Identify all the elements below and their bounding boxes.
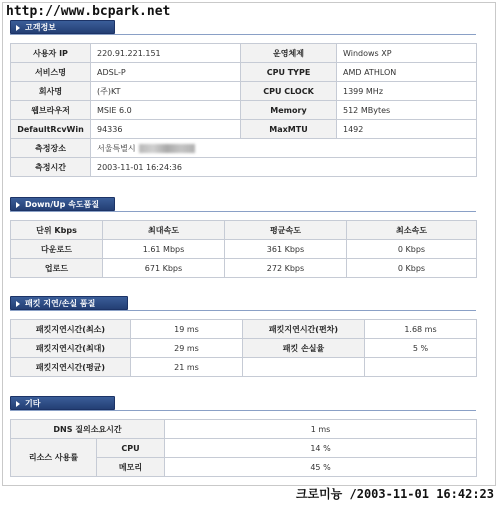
empty-cell xyxy=(243,358,365,377)
time-value: 2003-11-01 16:24:36 xyxy=(91,158,477,177)
delay-dev-label: 패킷지연시간(편차) xyxy=(243,320,365,339)
cpu-type-label: CPU TYPE xyxy=(241,63,337,82)
service-label: 서비스명 xyxy=(11,63,91,82)
download-min: 0 Kbps xyxy=(347,240,477,259)
service-value: ADSL-P xyxy=(91,63,241,82)
arrow-bullet-icon xyxy=(16,202,20,208)
delay-avg-value: 21 ms xyxy=(131,358,243,377)
cpu-label: CPU xyxy=(97,439,165,458)
packet-header xyxy=(10,296,128,310)
delay-min-label: 패킷지연시간(최소) xyxy=(11,320,131,339)
table-row xyxy=(11,240,477,259)
redacted-blur xyxy=(139,144,195,153)
table-row xyxy=(11,358,477,377)
customer-info-table xyxy=(10,43,477,177)
delay-dev-value: 1.68 ms xyxy=(365,320,477,339)
resource-label: 리소스 사용률 xyxy=(11,439,97,477)
upload-avg: 272 Kbps xyxy=(225,259,347,278)
dns-label: DNS 질의소요시간 xyxy=(11,420,165,439)
section-divider xyxy=(10,211,476,212)
table-row xyxy=(11,420,477,439)
delay-min-value: 19 ms xyxy=(131,320,243,339)
delay-avg-label: 패킷지연시간(평균) xyxy=(11,358,131,377)
packet-loss-value: 5 % xyxy=(365,339,477,358)
browser-value: MSIE 6.0 xyxy=(91,101,241,120)
col-unit: 단위 Kbps xyxy=(11,221,103,240)
speed-section xyxy=(10,197,476,278)
company-label: 회사명 xyxy=(11,82,91,101)
packet-title: 패킷 지연/손실 품질 xyxy=(25,299,96,308)
delay-max-label: 패킷지연시간(최대) xyxy=(11,339,131,358)
speed-header xyxy=(10,197,115,211)
maxmtu-label: MaxMTU xyxy=(241,120,337,139)
watermark-url: http://www.bcpark.net xyxy=(6,4,171,19)
table-row xyxy=(11,120,477,139)
packet-section xyxy=(10,296,476,377)
etc-header xyxy=(10,396,115,410)
dns-value: 1 ms xyxy=(165,420,477,439)
customer-info-section xyxy=(10,20,476,177)
table-row xyxy=(11,339,477,358)
table-row xyxy=(11,44,477,63)
etc-section xyxy=(10,396,476,477)
table-row xyxy=(11,63,477,82)
upload-max: 671 Kbps xyxy=(103,259,225,278)
memory-value: 512 MBytes xyxy=(337,101,477,120)
customer-info-title: 고객정보 xyxy=(25,23,56,32)
cpu-clock-label: CPU CLOCK xyxy=(241,82,337,101)
col-avg: 평균속도 xyxy=(225,221,347,240)
mem-value: 45 % xyxy=(165,458,477,477)
mem-label: 메모리 xyxy=(97,458,165,477)
time-label: 측정시간 xyxy=(11,158,91,177)
col-min: 최소속도 xyxy=(347,221,477,240)
rcvwin-label: DefaultRcvWin xyxy=(11,120,91,139)
download-label: 다운로드 xyxy=(11,240,103,259)
section-divider xyxy=(10,310,476,311)
table-row xyxy=(11,139,477,158)
memory-label: Memory xyxy=(241,101,337,120)
os-value: Windows XP xyxy=(337,44,477,63)
arrow-bullet-icon xyxy=(16,25,20,31)
section-divider xyxy=(10,410,476,411)
speed-title: Down/Up 속도품질 xyxy=(25,200,100,209)
table-row xyxy=(11,320,477,339)
location-label: 측정장소 xyxy=(11,139,91,158)
table-row xyxy=(11,101,477,120)
location-text: 서울특별시 xyxy=(97,143,136,153)
browser-label: 웹브라우저 xyxy=(11,101,91,120)
upload-min: 0 Kbps xyxy=(347,259,477,278)
empty-cell xyxy=(365,358,477,377)
os-label: 운영체제 xyxy=(241,44,337,63)
download-avg: 361 Kbps xyxy=(225,240,347,259)
col-max: 최대속도 xyxy=(103,221,225,240)
capture-stamp: 크로미늉 /2003-11-01 16:42:23 xyxy=(295,487,494,501)
maxmtu-value: 1492 xyxy=(337,120,477,139)
user-ip-label: 사용자 IP xyxy=(11,44,91,63)
cpu-clock-value: 1399 MHz xyxy=(337,82,477,101)
cpu-value: 14 % xyxy=(165,439,477,458)
download-max: 1.61 Mbps xyxy=(103,240,225,259)
location-value xyxy=(91,139,477,158)
upload-label: 업로드 xyxy=(11,259,103,278)
table-header-row xyxy=(11,221,477,240)
table-row xyxy=(11,82,477,101)
table-row xyxy=(11,158,477,177)
table-row xyxy=(11,439,477,458)
rcvwin-value: 94336 xyxy=(91,120,241,139)
cpu-type-value: AMD ATHLON xyxy=(337,63,477,82)
arrow-bullet-icon xyxy=(16,401,20,407)
speed-table xyxy=(10,220,477,278)
user-ip-value: 220.91.221.151 xyxy=(91,44,241,63)
company-value: (주)KT xyxy=(91,82,241,101)
table-row xyxy=(11,259,477,278)
section-divider xyxy=(10,34,476,35)
delay-max-value: 29 ms xyxy=(131,339,243,358)
etc-table xyxy=(10,419,477,477)
etc-title: 기타 xyxy=(25,399,41,408)
arrow-bullet-icon xyxy=(16,301,20,307)
customer-info-header xyxy=(10,20,115,34)
packet-loss-label: 패킷 손실율 xyxy=(243,339,365,358)
packet-table xyxy=(10,319,477,377)
